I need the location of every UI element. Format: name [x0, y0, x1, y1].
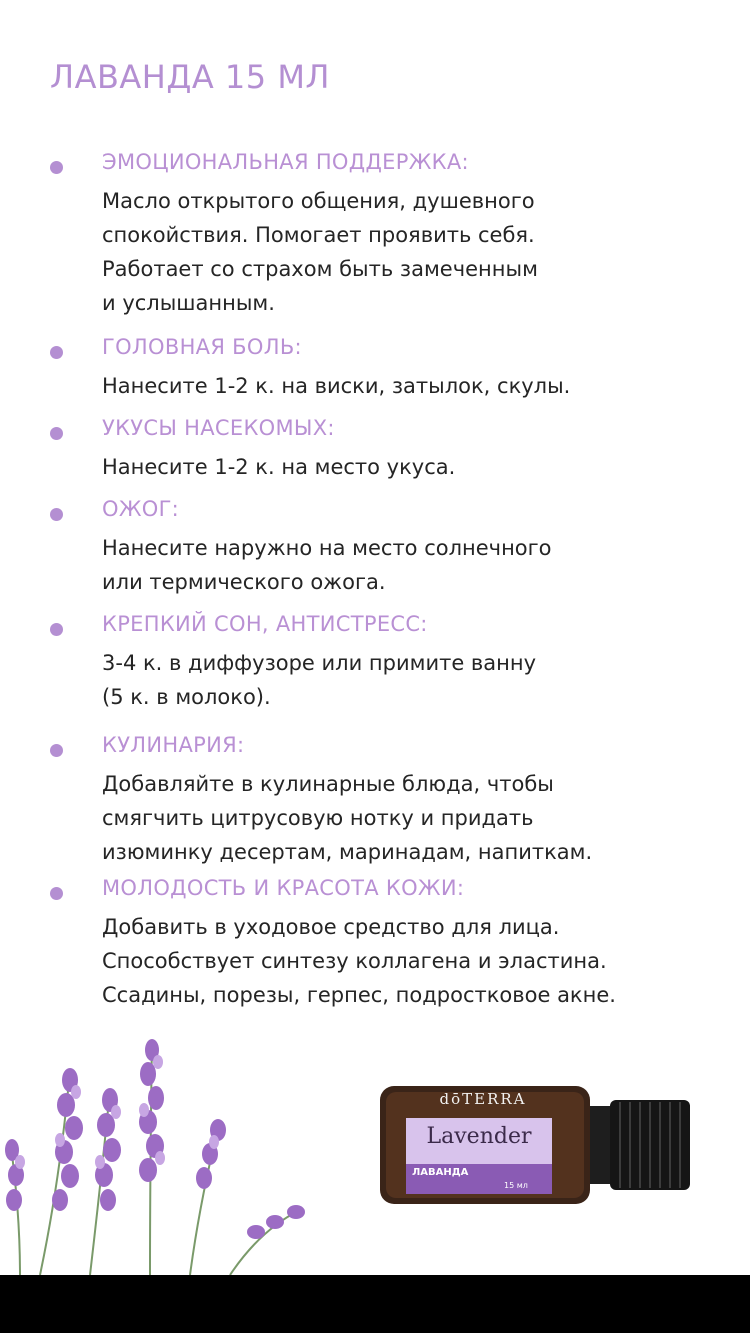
bottle-volume: 15 мл [504, 1181, 528, 1190]
bullet-icon [50, 887, 63, 900]
bullet-icon [50, 346, 63, 359]
page-title: ЛАВАНДА 15 МЛ [50, 58, 330, 96]
body-line: Работает со страхом быть замеченным [102, 257, 538, 281]
body-line: Масло открытого общения, душевного [102, 189, 535, 213]
section-heading: МОЛОДОСТЬ И КРАСОТА КОЖИ: [102, 876, 465, 900]
body-line: или термического ожога. [102, 570, 386, 594]
section-body [102, 450, 455, 484]
body-line: 3-4 к. в диффузоре или примите ванну [102, 651, 537, 675]
section-heading: ГОЛОВНАЯ БОЛЬ: [102, 335, 302, 359]
body-line: Нанесите 1-2 к. на место укуса. [102, 455, 456, 479]
bottle-brand: dōTERRA [439, 1090, 527, 1108]
body-line: Способствует синтезу коллагена и эластина. [102, 949, 607, 973]
bullet-icon [50, 508, 63, 521]
section-body [102, 531, 552, 599]
section-body [102, 646, 536, 714]
body-line: Нанесите наружно на место солнечного [102, 536, 552, 560]
bottle-subtitle: ЛАВАНДА [412, 1167, 469, 1178]
bullet-icon [50, 161, 63, 174]
section-body [102, 184, 538, 320]
bullet-icon [50, 744, 63, 757]
product-bottle [378, 1078, 698, 1214]
section-body [102, 910, 616, 1012]
bullet-icon [50, 623, 63, 636]
section-heading: КРЕПКИЙ СОН, АНТИСТРЕСС: [102, 612, 428, 636]
section-heading: ОЖОГ: [102, 497, 180, 521]
lavender-sprigs-illustration [0, 1030, 330, 1275]
body-line: Нанесите 1-2 к. на виски, затылок, скулы. [102, 374, 571, 398]
body-line: спокойствия. Помогает проявить себя. [102, 223, 535, 247]
section-body [102, 369, 570, 403]
body-line: (5 к. в молоко). [102, 685, 271, 709]
section-heading: ЭМОЦИОНАЛЬНАЯ ПОДДЕРЖКА: [102, 150, 469, 174]
bottle-product-name: Lavender [426, 1124, 532, 1149]
body-line: изюминку десертам, маринадам, напиткам. [102, 840, 593, 864]
body-line: Ссадины, порезы, герпес, подростковое акне. [102, 983, 616, 1007]
body-line: и услышанным. [102, 291, 275, 315]
body-line: смягчить цитрусовую нотку и придать [102, 806, 534, 830]
section-heading: УКУСЫ НАСЕКОМЫХ: [102, 416, 335, 440]
body-line: Добавляйте в кулинарные блюда, чтобы [102, 772, 554, 796]
bullet-icon [50, 427, 63, 440]
section-body [102, 767, 592, 869]
body-line: Добавить в уходовое средство для лица. [102, 915, 560, 939]
section-heading: КУЛИНАРИЯ: [102, 733, 245, 757]
